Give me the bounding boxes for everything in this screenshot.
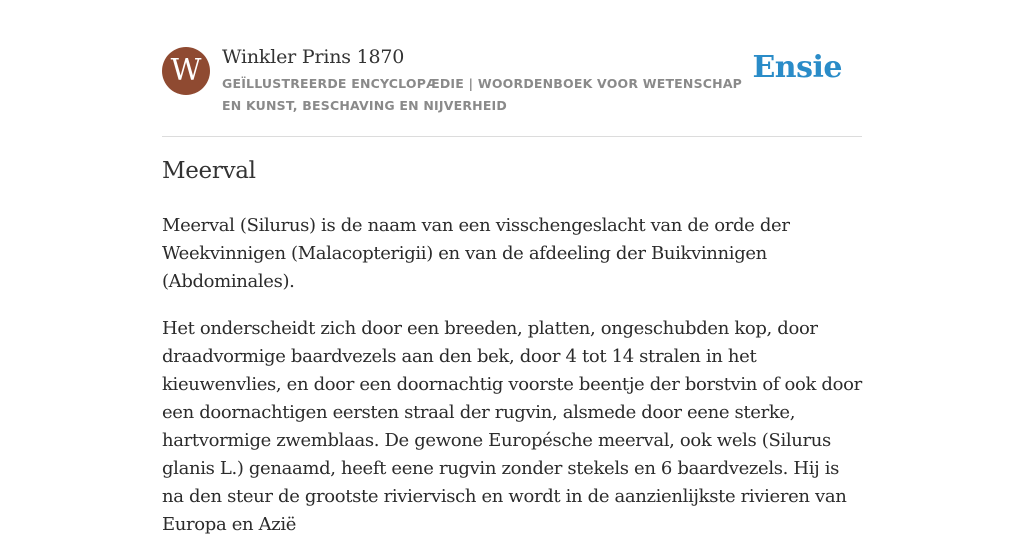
source-avatar[interactable]: W	[162, 47, 210, 95]
article-title: Meerval	[162, 158, 256, 184]
page	[162, 0, 862, 535]
article-paragraph: Het onderscheidt zich door een breeden, platten, ongeschubden kop, door draadvormige baardvezels aan den bek, door 4 tot 14 stralen in het kieuwenvlies, en door een doornachtig voorste beentje der borstvin of ook door een doornachtigen eersten straal der rugvin, alsmede door eene sterke, hartvormige zwemblaas. De gewone Europésche meerval, ook wels (Silurus glanis L.) genaamd, heeft eene rugvin zonder stekels en 6 baardvezels. Hij is na den steur de grootste riviervisch en wordt in de aanzienlijkste rivieren van Europa en Azië	[162, 318, 862, 535]
source-title[interactable]: Winkler Prins 1870	[222, 46, 405, 68]
article-paragraph: Meerval (Silurus) is de naam van een visschengeslacht van de orde der Weekvinnigen (Malacopterigii) en van de afdeeling der Buikvinnigen (Abdominales).	[162, 215, 790, 292]
source-subtitle: GEÏLLUSTREERDE ENCYCLOPÆDIE | WOORDENBOEK VOOR WETENSCHAP EN KUNST, BESCHAVING EN NIJVERHEID	[222, 76, 743, 113]
source-header	[162, 0, 862, 137]
article-body	[162, 212, 862, 558]
ensie-logo-link[interactable]: Ensie	[752, 50, 842, 85]
